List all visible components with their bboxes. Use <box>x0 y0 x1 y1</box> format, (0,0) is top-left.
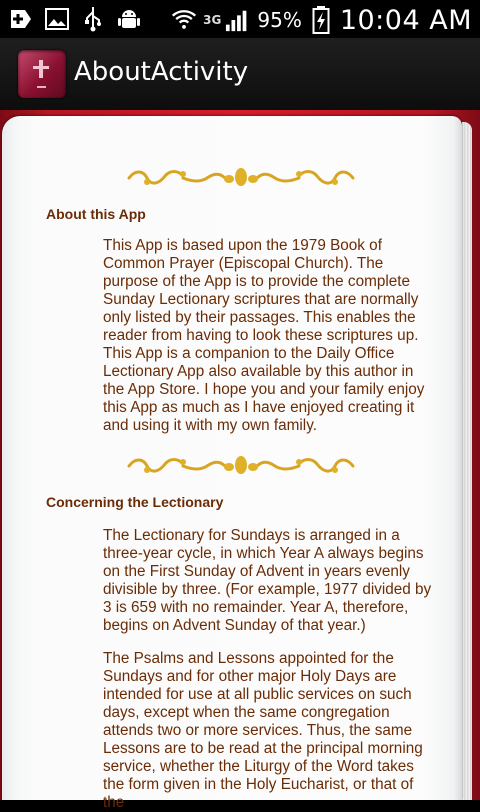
status-bar <box>0 0 480 38</box>
lectionary-text-2: The Psalms and Lessons appointed for the Sundays and for other major Holy Days are intended for use at all public services on such days, except when the same congregation attends two or more services. Thus, the same Lessons are to be read at the principal morning service, whether the Liturgy of the Word takes the form given in the Holy Eucharist, or that of the <box>103 650 423 811</box>
signal-icon <box>225 7 251 33</box>
usb-icon <box>80 6 106 32</box>
ornament-divider-top <box>125 162 357 192</box>
system-indicators <box>171 3 472 37</box>
app-logo-icon[interactable] <box>18 50 66 98</box>
ornament-divider-middle <box>125 450 357 480</box>
lectionary-text-1: The Lectionary for Sundays is arranged in a three-year cycle, in which Year A always begins on the First Sunday of Advent in years evenly divisible by three. (For example, 1977 divided by 3 is 659 with no remainder. Year A, therefore, begins on Advent Sunday of that year.) <box>103 527 432 634</box>
page-edge <box>462 122 472 800</box>
battery-percent: 95% <box>257 8 302 32</box>
battery-charging-icon <box>308 7 334 33</box>
about-app-text: This App is based upon the 1979 Book of Common Prayer (Episcopal Church). The purpose of the App is to provide the complete Sunday Lectionary scriptures that are normally only listed by their passages. This enables the reader from having to look these scriptures up. This App is a companion to the Daily Office Lectionary App also available by this author in the App Store. I hope you and your family enjoy this App as much as I have enjoyed creating it and using it with my own family. <box>103 237 425 434</box>
clock: 10:04 AM <box>339 4 472 36</box>
android-debug-icon <box>116 6 142 32</box>
app-bar <box>0 38 480 111</box>
wifi-icon <box>171 7 197 33</box>
heading-about-app: About this App <box>46 206 146 222</box>
notification-icons <box>8 6 142 32</box>
heading-lectionary: Concerning the Lectionary <box>46 494 224 510</box>
app-title: AboutActivity <box>74 57 249 87</box>
add-icon <box>8 6 34 32</box>
network-type: 3G <box>203 13 222 27</box>
image-icon <box>44 6 70 32</box>
